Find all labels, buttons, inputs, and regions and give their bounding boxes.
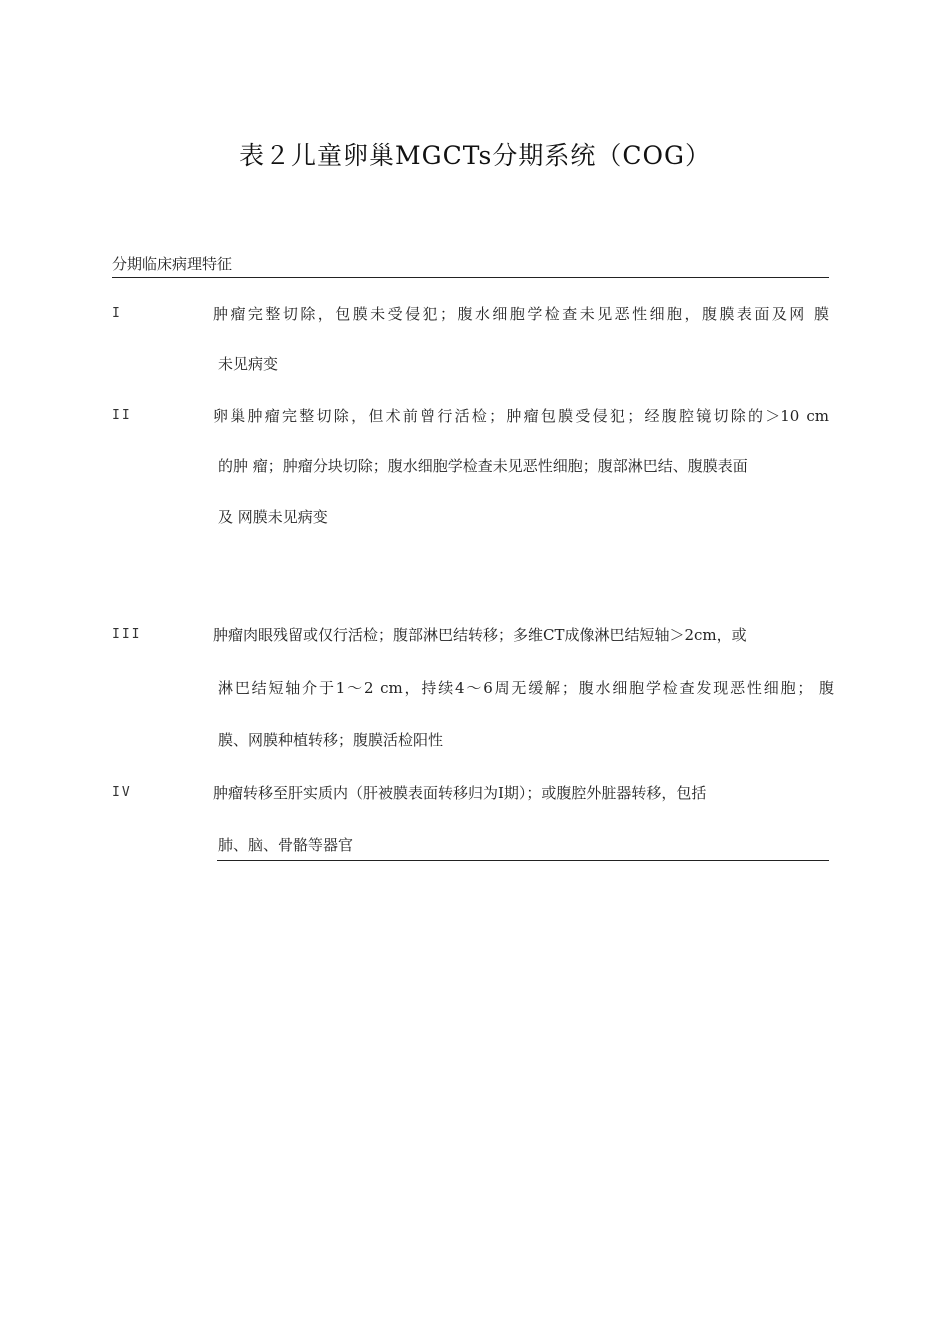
table-title: 表２儿童卵巢MGCTs分期系统（COG）: [239, 141, 711, 170]
stage-i-line-1: 肿瘤完整切除，包膜未受侵犯；腹水细胞学检查未见恶性细胞，腹膜表面及网 膜: [213, 305, 829, 323]
table-top-rule: [112, 277, 829, 278]
stage-iii-line-1: 肿瘤肉眼残留或仅行活检；腹部淋巴结转移；多维CT成像淋巴结短轴＞2cm，或: [213, 626, 747, 644]
stage-iv-line-1: 肿瘤转移至肝实质内（肝被膜表面转移归为I期）；或腹腔外脏器转移，包括: [213, 784, 707, 802]
table-header-label: 分期临床病理特征: [112, 255, 233, 273]
stage-label-iv: IV: [112, 785, 132, 800]
stage-i-line-2: 未见病变: [218, 355, 279, 373]
stage-label-ii: II: [112, 408, 132, 423]
stage-ii-line-1: 卵巢肿瘤完整切除，但术前曾行活检；肿瘤包膜受侵犯；经腹腔镜切除的＞10 cm: [213, 407, 829, 425]
stage-label-i: I: [112, 306, 122, 321]
stage-ii-line-2: 的肿 瘤；肿瘤分块切除；腹水细胞学检查未见恶性细胞；腹部淋巴结、腹膜表面: [218, 457, 748, 475]
stage-ii-line-3: 及 网膜未见病变: [218, 508, 328, 526]
stage-iv-line-2: 肺、脑、骨骼等器官: [218, 836, 354, 854]
stage-iii-line-3: 膜、网膜种植转移；腹膜活检阳性: [218, 731, 444, 749]
table-bottom-rule: [217, 860, 829, 861]
stage-iii-line-2: 淋巴结短轴介于1〜2 cm，持续4〜6周无缓解；腹水细胞学检查发现恶性细胞； 腹: [218, 679, 834, 697]
stage-label-iii: III: [112, 627, 142, 642]
